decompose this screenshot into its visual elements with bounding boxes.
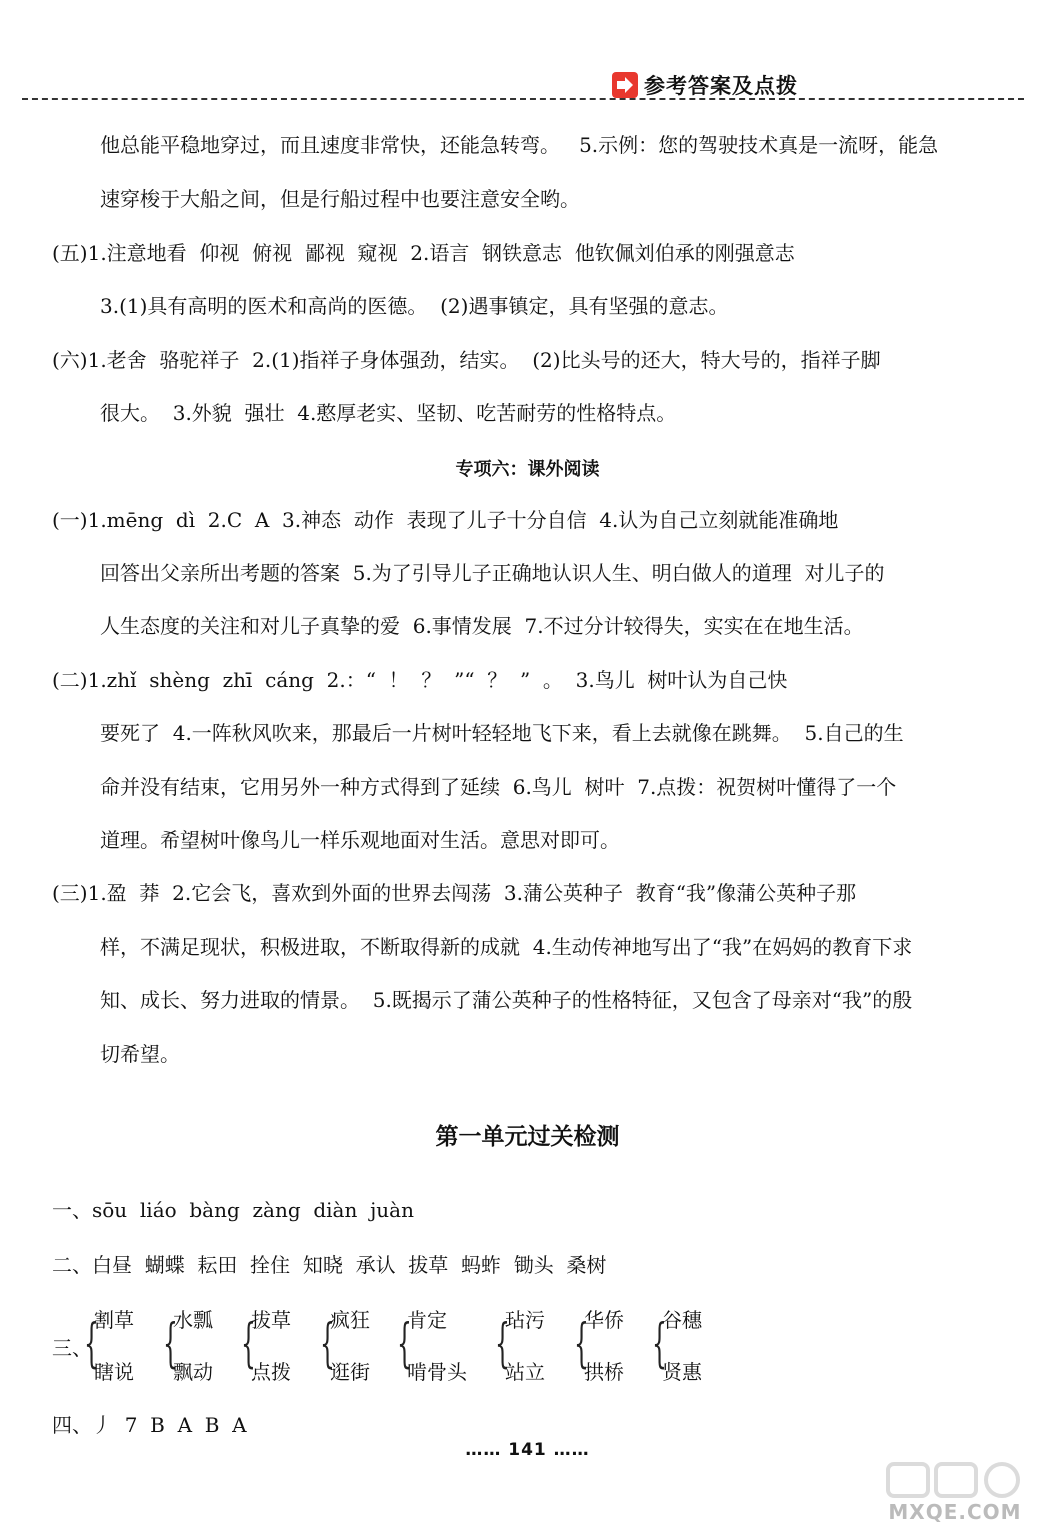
word-bottom: 点拨 [251, 1360, 291, 1384]
page-number: 141 [508, 1440, 547, 1460]
word-top: 谷穗 [662, 1308, 702, 1332]
answer-line: 二、白昼 蝴蝶 耘田 拴住 知晓 承认 拔草 蚂蚱 锄头 桑树 [52, 1253, 607, 1277]
unit-title: 第一单元过关检测 [435, 1124, 620, 1150]
answer-line: (三)1.盈 莽 2.它会飞，喜欢到外面的世界去闯荡 3.蒲公英种子 教育“我”像蒲公英种子那 [52, 881, 857, 905]
brace-icon: { [652, 1314, 667, 1374]
word-top: 玷污 [505, 1308, 545, 1332]
page-footer [0, 1440, 1055, 1460]
answer-line: 切希望。 [100, 1042, 180, 1066]
answer-line: 他总能平稳地穿过，而且速度非常快，还能急转弯。 5.示例：您的驾驶技术真是一流呀，能急 [100, 133, 939, 157]
arrow-right-icon [612, 72, 638, 98]
answer-line: 回答出父亲所出考题的答案 5.为了引导儿子正确地认识人生、明白做人的道理 对儿子的 [100, 561, 885, 585]
answer-line: 道理。希望树叶像鸟儿一样乐观地面对生活。意思对即可。 [100, 828, 620, 852]
answer-line: (二)1.zhǐ shèng zhī cáng 2.：“ ！ ？ ”“ ？ ” 。 3.鸟儿 树叶认为自己快 [52, 668, 788, 692]
brace-icon: { [163, 1314, 178, 1374]
brace-icon: { [241, 1314, 256, 1374]
answer-line: 速穿梭于大船之间，但是行船过程中也要注意安全哟。 [100, 187, 580, 211]
word-top: 割草 [94, 1308, 134, 1332]
answer-line: (五)1.注意地看 仰视 俯视 鄙视 窥视 2.语言 钢铁意志 他钦佩刘伯承的刚强意志 [52, 241, 795, 265]
answer-line: 知、成长、努力进取的情景。 5.既揭示了蒲公英种子的性格特征，又包含了母亲对“我”的殷 [100, 988, 913, 1012]
page-header [0, 60, 1055, 110]
brace-icon: { [320, 1314, 335, 1374]
answer-line: 样，不满足现状，积极进取，不断取得新的成就 4.生动传神地写出了“我”在妈妈的教育下求 [100, 935, 913, 959]
section-title: 专项六：课外阅读 [455, 459, 600, 480]
answer-line: (一)1.mēng dì 2.C A 3.神态 动作 表现了儿子十分自信 4.认为自己立刻就能准确地 [52, 508, 839, 532]
watermark-text: MXQE.COM [888, 1500, 1022, 1524]
word-bottom: 啃骨头 [407, 1360, 467, 1384]
header-divider [22, 98, 1024, 100]
word-top: 拔草 [251, 1308, 291, 1332]
brace-icon: { [495, 1314, 510, 1374]
answer-line: 很大。 3.外貌 强壮 4.憨厚老实、坚韧、吃苦耐劳的性格特点。 [100, 401, 677, 425]
answer-line: 3.(1)具有高明的医术和高尚的医德。 (2)遇事镇定，具有坚强的意志。 [100, 294, 729, 318]
word-bottom: 贤惠 [662, 1360, 702, 1384]
brace-icon: { [84, 1314, 99, 1374]
answer-line: (六)1.老舍 骆驼祥子 2.(1)指祥子身体强劲，结实。 (2)比头号的还大，特大号的，指祥子脚 [52, 348, 881, 372]
brace-icon: { [397, 1314, 412, 1374]
word-bottom: 飘动 [173, 1360, 213, 1384]
word-bottom: 逛街 [330, 1360, 370, 1384]
footer-dots: …… [465, 1440, 502, 1460]
answer-line: 人生态度的关注和对儿子真挚的爱 6.事情发展 7.不过分计较得失，实实在在地生活。 [100, 614, 864, 638]
word-bottom: 瞎说 [94, 1360, 134, 1384]
word-top: 华侨 [584, 1308, 624, 1332]
answer-line: 一、sōu liáo bàng zàng diàn juàn [52, 1198, 414, 1222]
brace-icon: { [574, 1314, 589, 1374]
header-title: 参考答案及点拨 [644, 74, 798, 98]
footer-dots: …… [553, 1440, 590, 1460]
question-label: 三、 [52, 1336, 92, 1360]
word-bottom: 拱桥 [584, 1360, 624, 1384]
word-top: 肯定 [407, 1308, 447, 1332]
word-bottom: 站立 [505, 1360, 545, 1384]
word-top: 水瓢 [173, 1308, 213, 1332]
word-top: 疯狂 [330, 1308, 370, 1332]
answer-line: 命并没有结束，它用另外一种方式得到了延续 6.鸟儿 树叶 7.点拨：祝贺树叶懂得了一个 [100, 775, 897, 799]
answer-line: 要死了 4.一阵秋风吹来，那最后一片树叶轻轻地飞下来，看上去就像在跳舞。 5.自己的生 [100, 721, 904, 745]
answer-line: 四、丿 7 B A B A [52, 1413, 247, 1437]
